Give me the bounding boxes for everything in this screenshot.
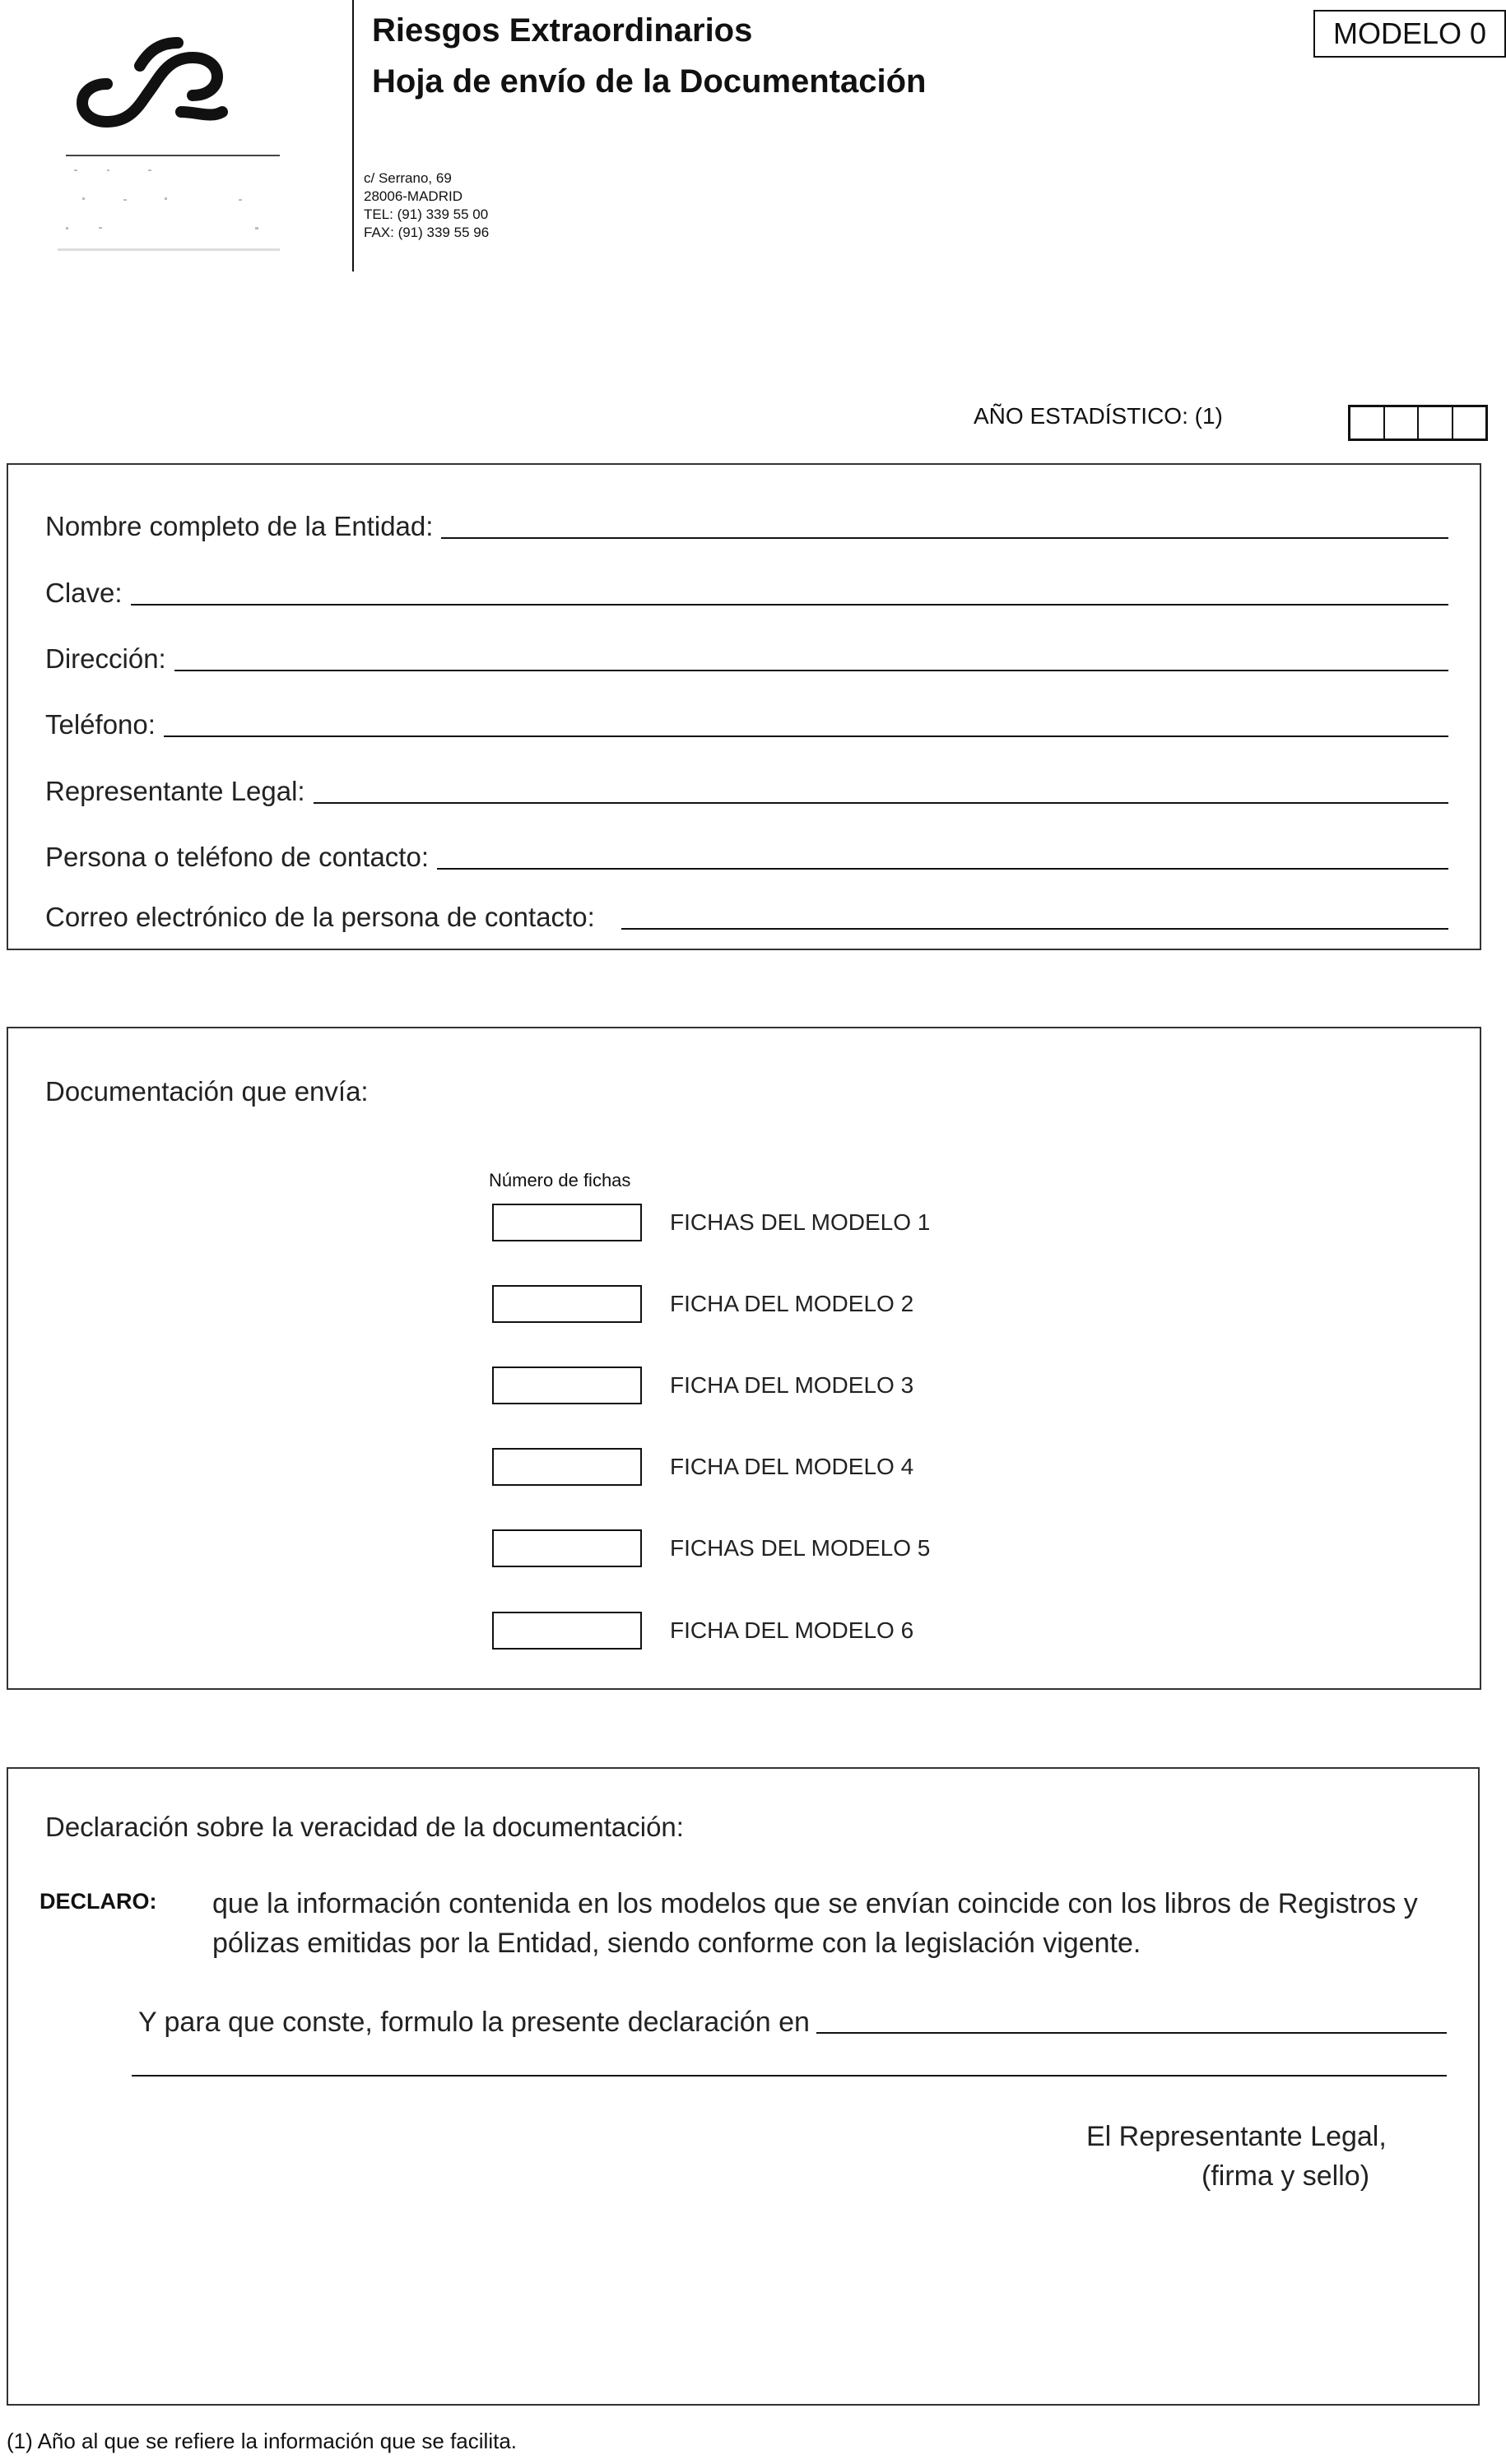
address-fax: FAX: (91) 339 55 96	[364, 225, 490, 240]
field-entity-name[interactable]	[45, 506, 1448, 542]
field-representante[interactable]	[45, 771, 1448, 807]
signature-title: El Representante Legal,	[1086, 2121, 1387, 2152]
address-block	[364, 169, 489, 242]
year-digit-4[interactable]	[1453, 407, 1486, 439]
model-badge: MODELO 0	[1313, 10, 1506, 58]
ficha-label: FICHAS DEL MODELO 5	[670, 1535, 931, 1561]
correo-line[interactable]	[621, 928, 1448, 930]
address-tel: TEL: (91) 339 55 00	[364, 206, 489, 222]
field-contacto[interactable]	[45, 837, 1448, 873]
footnote: (1) Año al que se refiere la información que se facilita.	[7, 2429, 518, 2453]
ficha-label: FICHA DEL MODELO 2	[670, 1291, 914, 1316]
telefono-line[interactable]	[164, 735, 1448, 737]
field-correo[interactable]	[45, 897, 1448, 933]
representante-line[interactable]	[314, 802, 1448, 804]
declaro-text: que la información contenida en los modelos que se envían coincide con los libros de Registros y pólizas emitidas por la Entidad, siendo conforme con la legislación vigente.	[212, 1888, 1418, 1959]
ficha-count-input[interactable]	[492, 1367, 642, 1404]
ficha-count-input[interactable]	[492, 1448, 642, 1486]
logo-rule	[66, 155, 280, 156]
ficha-row-3	[492, 1366, 913, 1405]
ficha-label: FICHA DEL MODELO 3	[670, 1372, 914, 1398]
ficha-count-input[interactable]	[492, 1285, 642, 1323]
address-city: 28006-MADRID	[364, 188, 462, 204]
consorcio-logo	[58, 33, 247, 132]
conste-continuation-line[interactable]	[132, 2075, 1447, 2077]
year-digit-2[interactable]	[1385, 407, 1420, 439]
count-header: Número de fichas	[489, 1170, 631, 1190]
field-label: Correo electrónico de la persona de contacto:	[45, 902, 595, 932]
conste-place-line[interactable]	[816, 2032, 1447, 2034]
declaration-heading: Declaración sobre la veracidad de la documentación:	[45, 1812, 684, 1842]
address-street: c/ Serrano, 69	[364, 170, 452, 186]
conste-row[interactable]	[138, 1998, 1447, 2039]
field-label: Dirección:	[45, 643, 166, 674]
ficha-row-2	[492, 1284, 913, 1324]
conste-label: Y para que conste, formulo la presente declaración en	[138, 2007, 810, 2038]
ficha-row-1	[492, 1203, 930, 1242]
title-line-2: Hoja de envío de la Documentación	[372, 63, 927, 100]
form-title	[372, 5, 926, 107]
field-label: Teléfono:	[45, 709, 156, 740]
field-direccion[interactable]	[45, 638, 1448, 675]
field-label: Clave:	[45, 578, 123, 608]
year-digit-3[interactable]	[1419, 407, 1453, 439]
year-digit-1[interactable]	[1350, 407, 1385, 439]
year-label: AÑO ESTADÍSTICO: (1)	[974, 403, 1223, 429]
ficha-count-input[interactable]	[492, 1529, 642, 1567]
field-label: Representante Legal:	[45, 776, 305, 806]
logo-faint-text	[58, 163, 296, 255]
clave-line[interactable]	[131, 604, 1448, 606]
ficha-count-input[interactable]	[492, 1204, 642, 1241]
contacto-line[interactable]	[437, 868, 1448, 870]
declaration-panel	[7, 1767, 1480, 2406]
ficha-label: FICHA DEL MODELO 4	[670, 1454, 914, 1479]
documentation-heading: Documentación que envía:	[45, 1076, 369, 1107]
documentation-panel	[7, 1027, 1481, 1690]
ficha-label: FICHAS DEL MODELO 1	[670, 1209, 931, 1235]
ficha-row-6	[492, 1611, 913, 1650]
declaro-label: DECLARO:	[40, 1889, 157, 1914]
ficha-row-5	[492, 1529, 930, 1568]
field-label: Nombre completo de la Entidad:	[45, 511, 434, 541]
title-line-1: Riesgos Extraordinarios	[372, 12, 753, 49]
field-clave[interactable]	[45, 573, 1448, 609]
year-input-boxes[interactable]	[1348, 405, 1488, 441]
signature-note: (firma y sello)	[1202, 2160, 1370, 2192]
direccion-line[interactable]	[174, 670, 1448, 671]
entity-name-line[interactable]	[441, 537, 1448, 539]
ficha-row-4	[492, 1447, 913, 1487]
ficha-count-input[interactable]	[492, 1612, 642, 1650]
ficha-label: FICHA DEL MODELO 6	[670, 1617, 914, 1643]
field-telefono[interactable]	[45, 704, 1448, 740]
header-separator	[352, 0, 354, 271]
field-label: Persona o teléfono de contacto:	[45, 842, 429, 872]
